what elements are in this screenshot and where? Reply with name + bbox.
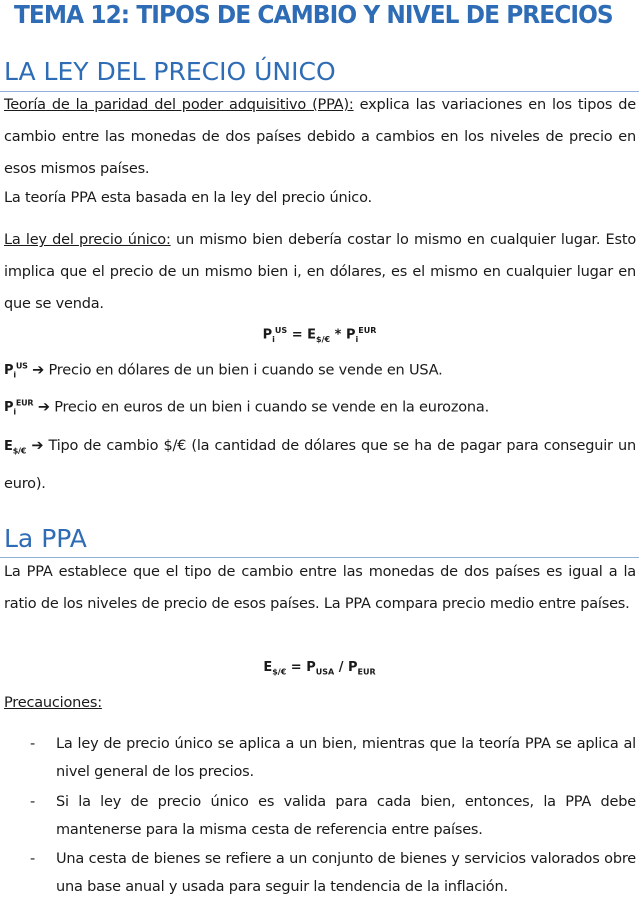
ppa-definition-paragraph <box>4 89 636 185</box>
law-definition-paragraph <box>4 224 636 320</box>
arrow-icon: ➔ <box>37 399 50 416</box>
ppa-based-sentence: La teoría PPA esta basada en la ley del precio único. <box>4 190 372 206</box>
ppa-formula: $E_{\$/€} = P_{USA} / P_{EUR}$ <box>263 660 376 677</box>
law-definition: un mismo bien debería costar lo mismo en cualquier lugar. Esto implica que el precio de un mismo bien i, en dólares, es el mismo en cualquier lugar en que se venda. <box>4 232 637 312</box>
ppa-term: Teoría de la paridad del poder adquisitivo (PPA): <box>4 97 354 113</box>
ppa-paragraph: La PPA establece que el tipo de cambio entre las monedas de dos países es igual a la ratio de los niveles de precio de esos países. La PPA compara precio medio entre países. <box>4 564 636 612</box>
ppa-definition: explica las variaciones en los tipos de cambio entre las monedas de dos países debido a cambios en los niveles de precio en esos mismos países. <box>4 97 636 177</box>
section-heading-ppa: La PPA <box>4 524 87 553</box>
definition-pius: $P_i^{US}$ ➔ Precio en dólares de un bien i cuando se vende en USA. <box>4 362 443 380</box>
law-formula: $P_i^{US} = E_{\$/€} * P_i^{EUR}$ <box>262 326 377 344</box>
precautions-label: Precauciones: <box>4 695 102 711</box>
section-heading-ley-precio-unico: LA LEY DEL PRECIO ÚNICO <box>4 57 336 86</box>
arrow-icon: ➔ <box>32 362 45 379</box>
definition-pieur: $P_i^{EUR}$ ➔ Precio en euros de un bien i cuando se vende en la eurozona. <box>4 399 490 417</box>
page-title: TEMA 12: TIPOS DE CAMBIO Y NIVEL DE PRECIOS <box>14 0 613 29</box>
definition-exchange-rate: $E_{\$/€}$ ➔ Tipo de cambio $/€ (la cantidad de dólares que se ha de pagar para conseguir un euro). <box>4 438 636 492</box>
arrow-icon: ➔ <box>31 438 44 454</box>
law-term: La ley del precio único: <box>4 232 171 248</box>
